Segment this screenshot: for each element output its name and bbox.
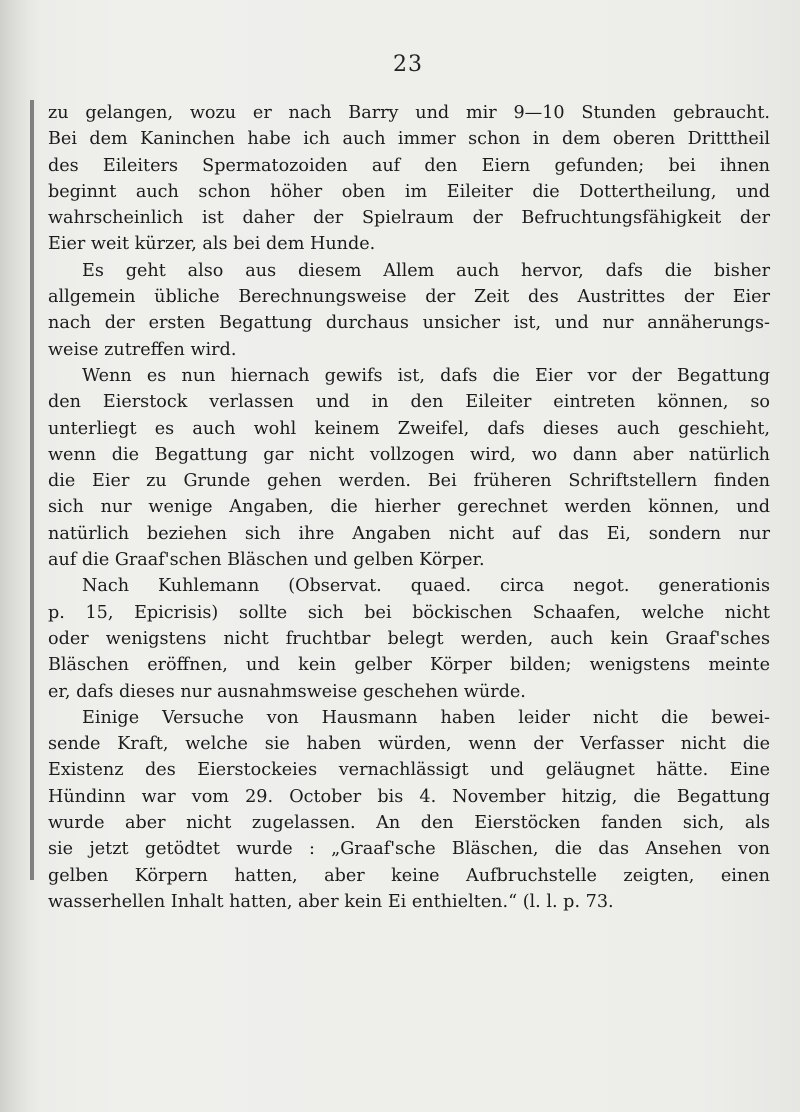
text-line: zu gelangen, wozu er nach Barry und mir 9—10 Stunden gebraucht. [48, 103, 770, 123]
binding-shadow [30, 100, 34, 880]
text-line: gelben Körpern hatten, aber keine Aufbruchstelle zeigten, einen [48, 865, 770, 886]
text-line: wahrscheinlich ist daher der Spielraum der Befruchtungsfähigkeit der [48, 208, 770, 229]
text-line: beginnt auch schon höher oben im Eileiter die Dottertheilung, und [48, 181, 770, 202]
text-line: nach der ersten Begattung durchaus unsicher ist, und nur annäherungs- [48, 313, 770, 334]
text-line: wasserhellen Inhalt hatten, aber kein Ei enthielten.“ (l. l. p. 73. [48, 891, 614, 912]
text-line: weise zutreffen wird. [48, 339, 237, 360]
text-line: Existenz des Eierstockeies vernachlässigt und geläugnet hätte. Eine [48, 760, 770, 781]
body-text [48, 100, 770, 915]
text-line: des Eileiters Spermatozoiden auf den Eiern gefunden; bei ihnen [48, 155, 770, 176]
page-gutter [0, 0, 28, 1112]
text-line: allgemein übliche Berechnungsweise der Zeit des Austrittes der Eier [48, 287, 770, 308]
text-line: sende Kraft, welche sie haben würden, wenn der Verfasser nicht die [48, 734, 770, 755]
text-line: p. 15, Epicrisis) sollte sich bei böckischen Schaafen, welche nicht [48, 602, 770, 623]
text-line: sich nur wenige Angaben, die hierher gerechnet werden können, und [48, 497, 770, 518]
text-line: natürlich beziehen sich ihre Angaben nicht auf das Ei, sondern nur [48, 523, 770, 544]
text-line: den Eierstock verlassen und in den Eileiter eintreten können, so [48, 392, 770, 413]
text-line: Wenn es nun hiernach gewifs ist, dafs die Eier vor der Begattung [82, 365, 770, 386]
text-line: oder wenigstens nicht fruchtbar belegt werden, auch kein Graaf'sches [48, 628, 770, 649]
text-line: die Eier zu Grunde gehen werden. Bei früheren Schriftstellern finden [48, 471, 770, 492]
text-line: Es geht also aus diesem Allem auch hervor, dafs die bisher [82, 260, 770, 281]
page-number: 23 [393, 52, 423, 77]
text-line: Nach Kuhlemann (Observat. quaed. circa negot. generationis [82, 576, 770, 597]
text-line: Bläschen eröffnen, und kein gelber Körper bilden; wenigstens meinte [48, 655, 770, 676]
text-line: sie jetzt getödtet wurde : „Graaf'sche Bläschen, die das Ansehen von [48, 839, 770, 860]
text-line: Bei dem Kaninchen habe ich auch immer schon in dem oberen Dritttheil [48, 129, 770, 150]
text-line: Einige Versuche von Hausmann haben leider nicht die bewei- [82, 707, 770, 728]
text-line: Eier weit kürzer, als bei dem Hunde. [48, 234, 376, 255]
text-line: Hündinn war vom 29. October bis 4. November hitzig, die Begattung [48, 786, 770, 807]
text-line: wenn die Begattung gar nicht vollzogen wird, wo dann aber natürlich [48, 444, 770, 465]
text-line: unterliegt es auch wohl keinem Zweifel, dafs dieses auch geschieht, [48, 418, 770, 439]
text-line: wurde aber nicht zugelassen. An den Eierstöcken fanden sich, als [48, 813, 770, 834]
text-line: er, dafs dieses nur ausnahmsweise geschehen würde. [48, 681, 526, 702]
text-line: auf die Graaf'schen Bläschen und gelben Körper. [48, 550, 485, 571]
